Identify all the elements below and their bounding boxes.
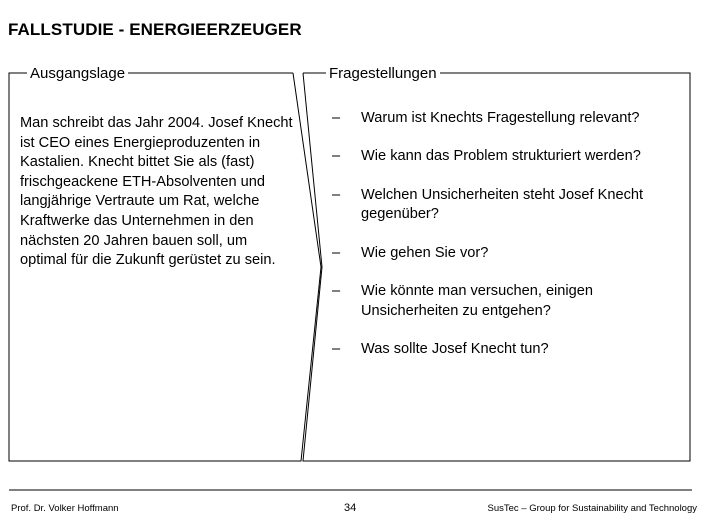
question-list: [332, 109, 682, 379]
question-text: Wie könnte man versuchen, einigen Unsicherheiten zu entgehen?: [361, 283, 594, 319]
situation-text: Man schreibt das Jahr 2004. Josef Knecht ist CEO eines Energieproduzenten in Kastalien. Knecht bittet Sie als (fast) frischgeackene ETH-Absolventen und langjährige Vertraute um Rat, welche Kraftwerke das Unternehmen in den nächsten 20 Jahren bauen soll, um optimal für die Zukunft gerüstet zu sein.: [20, 115, 293, 269]
question-text: Was sollte Josef Knecht tun?: [361, 341, 549, 358]
question-item: [332, 186, 682, 225]
right-panel-label: Fragestellungen: [326, 65, 440, 83]
bullet-dash: –: [332, 186, 341, 203]
left-panel-label: Ausgangslage: [27, 65, 128, 83]
page-title: FALLSTUDIE - ENERGIEERZEUGER: [8, 20, 302, 39]
question-item: [332, 147, 682, 167]
footer-author: Prof. Dr. Volker Hoffmann: [11, 503, 119, 514]
bullet-dash: –: [332, 110, 341, 126]
question-item: [332, 282, 682, 321]
question-text: Warum ist Knechts Fragestellung relevant?: [361, 110, 640, 126]
question-text: Welchen Unsicherheiten steht Josef Knecht gegenüber?: [361, 186, 644, 223]
bullet-dash: –: [332, 148, 341, 165]
question-text: Wie gehen Sie vor?: [361, 244, 489, 261]
footer-organization: SusTec – Group for Sustainability and Technology: [487, 503, 697, 514]
footer-page-number: 34: [344, 502, 357, 514]
question-item: [332, 340, 682, 360]
bullet-dash: –: [332, 244, 341, 261]
question-item: [332, 109, 682, 129]
question-text: Wie kann das Problem strukturiert werden?: [361, 148, 641, 165]
bullet-dash: –: [332, 283, 341, 300]
question-item: [332, 244, 682, 264]
bullet-dash: –: [332, 341, 341, 358]
